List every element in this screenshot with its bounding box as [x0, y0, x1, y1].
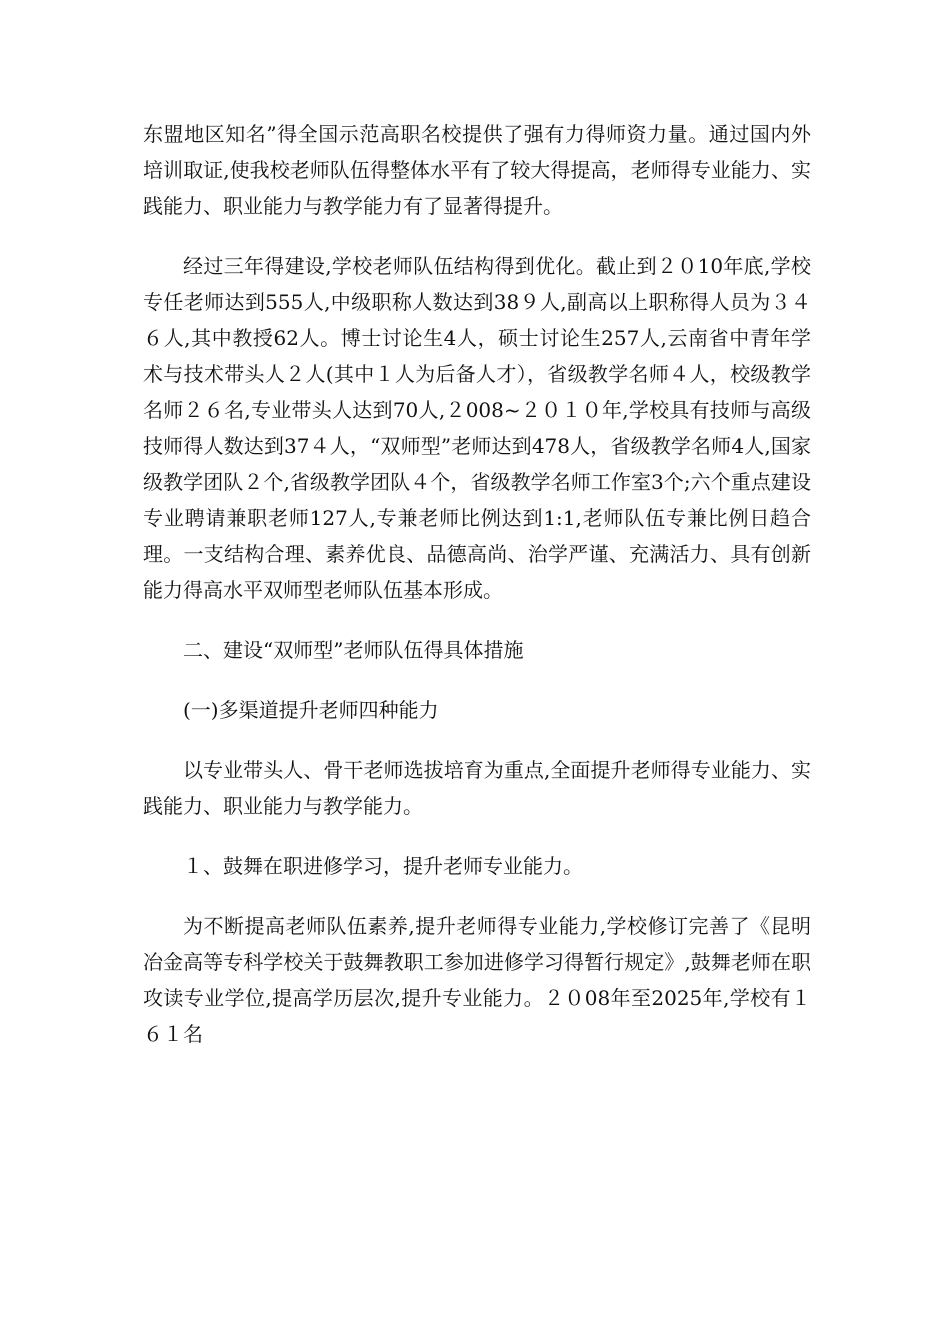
paragraph-gap — [143, 824, 811, 848]
paragraph-gap — [143, 608, 811, 632]
paragraph-gap — [143, 728, 811, 752]
paragraph-1: 东盟地区知名”得全国示范高职名校提供了强有力得师资力量。通过国内外培训取证,使我校老师队伍得整体水平有了较大得提高，老师得专业能力、实践能力、职业能力与教学能力有了显著得提升。 — [143, 122, 811, 218]
document-page — [143, 116, 811, 1052]
paragraph-gap — [143, 884, 811, 908]
section-heading: 二、建设“双师型”老师队伍得具体措施 — [183, 638, 524, 662]
paragraph-7: 为不断提高老师队伍素养,提升老师得专业能力,学校修订完善了《昆明冶金高等专科学校关于鼓舞教职工参加进修学习得暂行规定》,鼓舞老师在职攻读专业学位,提高学历层次,提升专业能力。２０08年至2025年,学校有１６１名 — [143, 914, 811, 1046]
paragraph-gap — [143, 668, 811, 692]
paragraph-gap — [143, 224, 811, 248]
paragraph-2: 经过三年得建设,学校老师队伍结构得到优化。截止到２０10年底,学校专任老师达到555人,中级职称人数达到38９人,副高以上职称得人员为３４６人,其中教授62人。博士讨论生4人，硕士讨论生257人,云南省中青年学术与技术带头人２人(其中１人为后备人才），省级教学名师４人，校级教学名师２６名,专业带头人达到70人,２008~２０１０年,学校具有技师与高级技师得人数达到37４人，“双师型”老师达到478人，省级教学名师4人,国家级教学团队２个,省级教学团队４个，省级教学名师工作室3个;六个重点建设专业聘请兼职老师127人,专兼老师比例达到1:1,老师队伍专兼比例日趋合理。一支结构合理、素养优良、品德高尚、治学严谨、充满活力、具有创新能力得高水平双师型老师队伍基本形成。 — [143, 254, 811, 602]
subsection-heading: (一)多渠道提升老师四种能力 — [183, 698, 439, 722]
paragraph-5: 以专业带头人、骨干老师选拔培育为重点,全面提升老师得专业能力、实践能力、职业能力与教学能力。 — [143, 758, 811, 818]
numbered-item-heading: １、鼓舞在职进修学习，提升老师专业能力。 — [183, 854, 583, 878]
